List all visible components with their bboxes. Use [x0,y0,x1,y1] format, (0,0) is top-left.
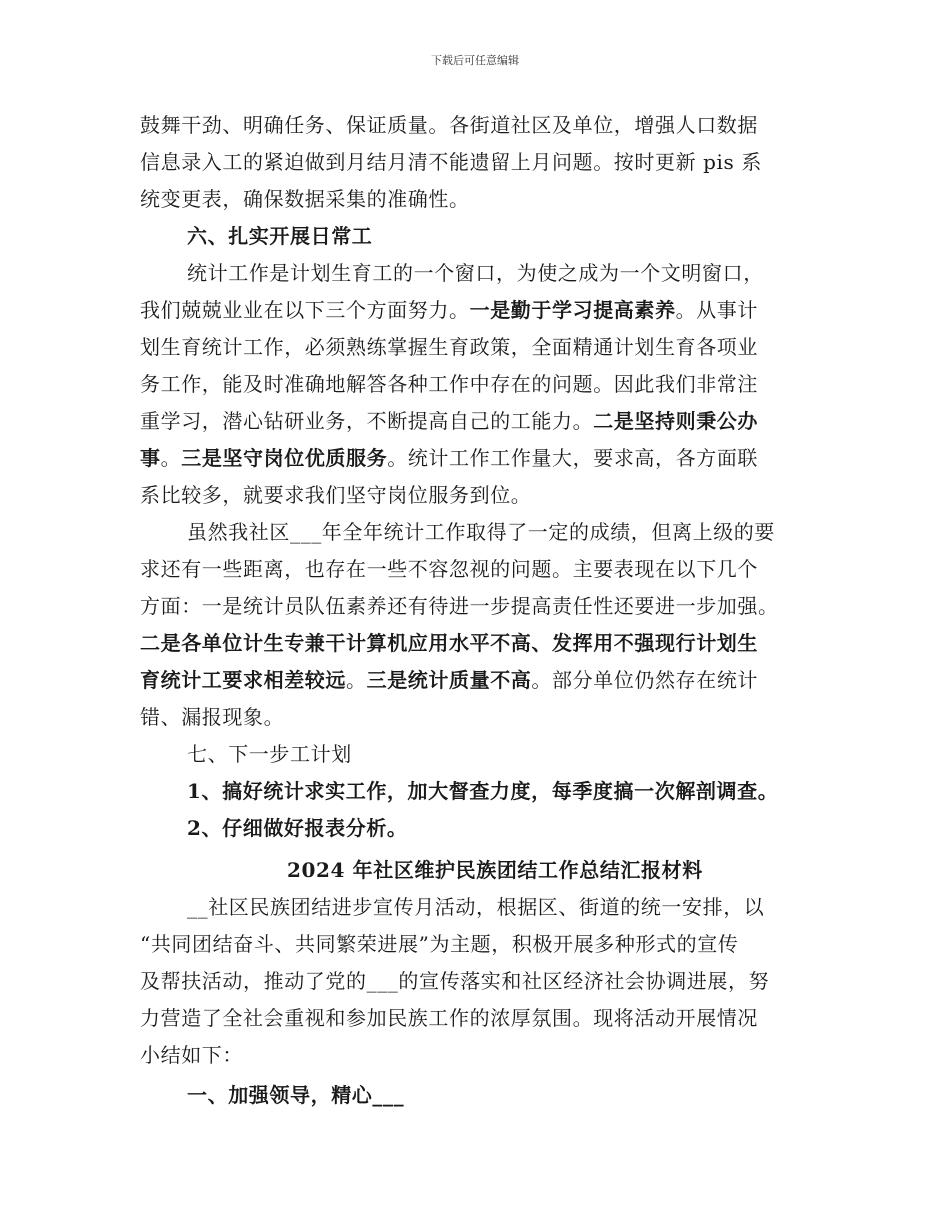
bold-text-segment: 一是勤于学习提高素养 [469,298,676,322]
text-segment: 。 [346,668,367,692]
paragraph-line [140,555,758,583]
text-segment: 我们兢兢业业在以下三个方面努力。 [140,298,470,322]
section-heading [187,1081,404,1109]
text-segment: 。统计工作工作量大，要求高，各方面联 [387,446,759,470]
paragraph-line [140,296,758,324]
paragraph-line [140,930,738,958]
bold-text-segment: 一、加强领导，精心___ [187,1083,405,1107]
paragraph-line [140,703,284,731]
bold-text-segment: 三是坚守岗位优质服务 [181,446,388,470]
paragraph-line [187,518,775,546]
text-segment: 务工作，能及时准确地解答各种工作中存在的问题。因此我们非常注 [140,372,758,396]
text-segment: 虽然我社区___年全年统计工作取得了一定的成绩，但离上级的要 [187,520,775,544]
paragraph-line [140,111,758,139]
text-segment: 鼓舞干劲、明确任务、保证质量。各街道社区及单位，增强人口数据 [140,113,758,137]
text-segment: 七、下一步工计划 [187,742,352,766]
text-segment: 。从事计 [675,298,759,322]
section-heading [187,222,372,250]
plan-item [187,814,408,842]
bold-text-segment: 1、搞好统计求实工作，加大督查力度，每季度搞一次解剖调查。 [187,779,779,803]
text-segment: 信息录入工的紧迫做到月结月清不能遗留上月问题。按时更新 pis 系 [140,150,762,174]
paragraph-line [140,481,531,509]
bold-text-segment: 二是各单位计生专兼干计算机应用水平不高、发挥用不强现行计划生 [140,631,758,655]
paragraph-line [140,967,769,995]
paragraph-line [140,666,758,694]
text-segment: 系比较多，就要求我们坚守岗位服务到位。 [140,483,532,507]
section-heading [187,740,352,768]
paragraph-line [140,1004,758,1032]
bold-text-segment: 事 [140,446,161,470]
text-segment: 划生育统计工作，必须熟练掌握生育政策，全面精通计划生育各项业 [140,335,758,359]
paragraph-line [187,259,764,287]
paragraph-line [140,629,758,657]
paragraph-line [140,185,470,213]
text-segment: “共同团结奋斗、共同繁荣进展”为主题，积极开展多种形式的宣传 [140,932,739,956]
text-segment: 求还有一些距离，也存在一些不容忽视的问题。主要表现在以下几个 [140,557,758,581]
bold-text-segment: 2024 年社区维护民族团结工作总结汇报材料 [287,858,703,882]
paragraph-line [140,370,758,398]
bold-text-segment: 育统计工要求相差较远 [140,668,346,692]
bold-text-segment: 2、仔细做好报表分析。 [187,816,408,840]
document-title [287,856,703,884]
paragraph-line [140,592,779,620]
bold-text-segment: 二是坚持则秉公办 [593,409,759,433]
text-segment: 统计工作是计划生育工的一个窗口，为使之成为一个文明窗口， [187,261,764,285]
text-segment: 及帮扶活动，推动了党的___的宣传落实和社区经济社会协调进展，努 [140,969,770,993]
text-segment: 错、漏报现象。 [140,705,285,729]
text-segment: 。 [160,446,182,470]
paragraph-line [140,1041,243,1069]
bold-text-segment: 六、扎实开展日常工 [187,224,373,248]
paragraph-line [187,893,764,921]
text-segment: 力营造了全社会重视和参加民族工作的浓厚氛围。现将活动开展情况 [140,1006,758,1030]
text-segment: 统变更表，确保数据采集的准确性。 [140,187,470,211]
text-segment: 。部分单位仍然存在统计 [531,668,759,692]
paragraph-line [140,444,758,472]
paragraph-line [140,333,758,361]
text-segment: __社区民族团结进步宣传月活动，根据区、街道的统一安排，以 [187,895,765,919]
page-header: 下载后可任意编辑 [431,54,519,67]
text-segment: 重学习，潜心钻研业务，不断提高自己的工能力。 [140,409,594,433]
paragraph-line [140,407,758,435]
bold-text-segment: 三是统计质量不高 [366,668,532,692]
paragraph-line [140,148,762,176]
text-segment: 小结如下： [140,1043,243,1067]
plan-item [187,777,778,805]
text-segment: 方面：一是统计员队伍素养还有待进一步提高责任性还要进一步加强。 [140,594,779,618]
